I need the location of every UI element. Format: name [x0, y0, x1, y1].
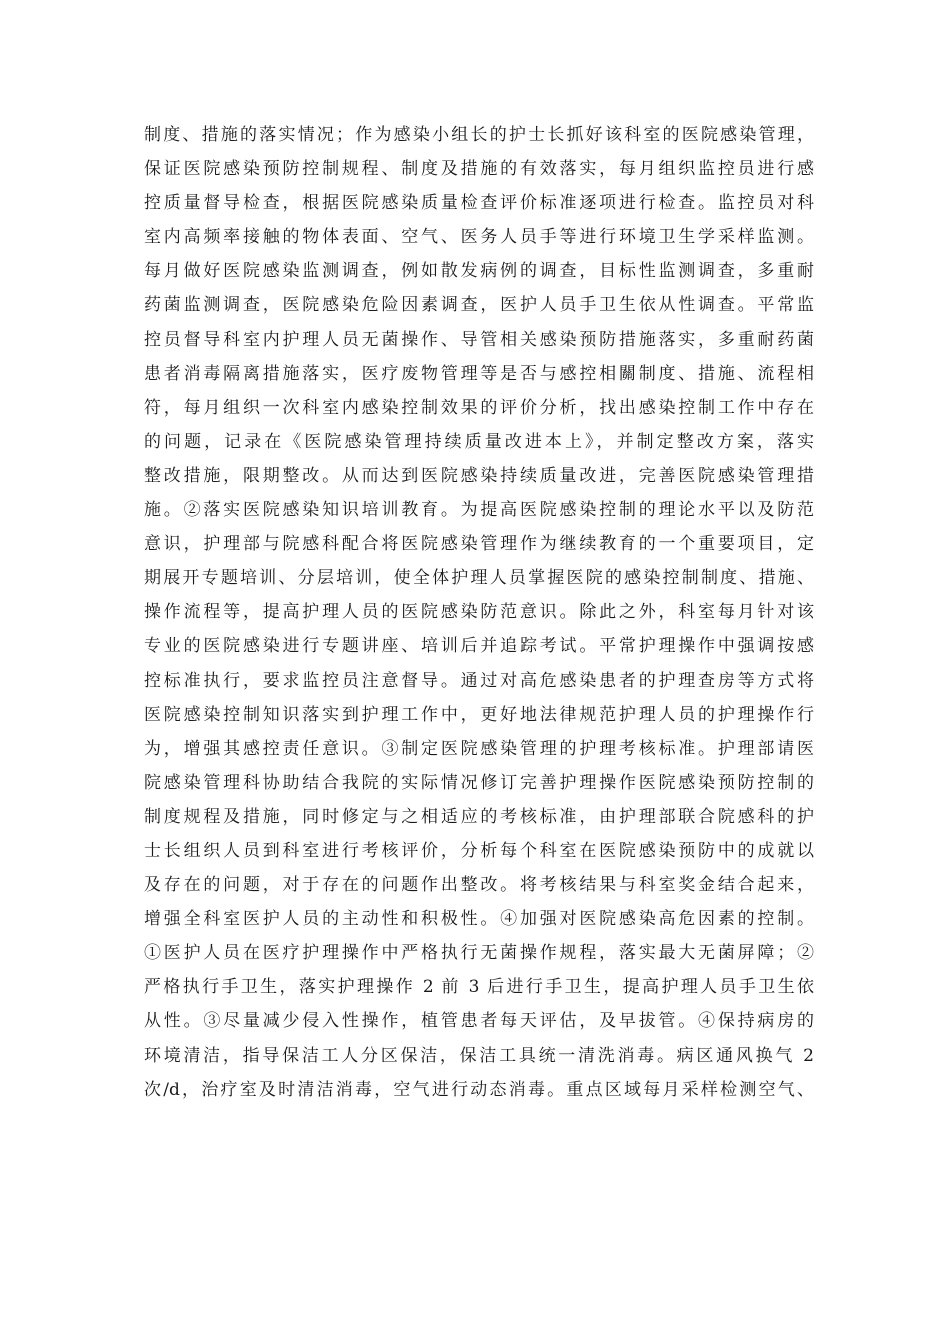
text-line-28: 环境清洁，指导保洁工人分区保洁，保洁工具统一清洗消毒。病区通风换气 2 — [144, 1045, 814, 1066]
text-line-11: 整改措施，限期整改。从而达到医院感染持续质量改进，完善医院感染管理措 — [144, 465, 814, 486]
text-line-25: ①医护人员在医疗护理操作中严格执行无菌操作规程，落实最大无菌屏障；② — [144, 943, 814, 964]
text-line-26: 严格执行手卫生，落实护理操作 2 前 3 后进行手卫生，提高护理人员手卫生依 — [144, 977, 814, 998]
text-line-6: 药菌监测调查，医院感染危险因素调查，医护人员手卫生依从性调查。平常监 — [144, 295, 814, 316]
text-line-20: 院感染管理科协助结合我院的实际情况修订完善护理操作医院感染预防控制的 — [144, 772, 814, 793]
text-line-18: 医院感染控制知识落实到护理工作中，更好地法律规范护理人员的护理操作行 — [144, 704, 814, 725]
text-line-16: 专业的医院感染进行专题讲座、培训后并追踪考试。平常护理操作中强调按感 — [144, 636, 814, 657]
text-line-5: 每月做好医院感染监测调查，例如散发病例的调查，目标性监测调查，多重耐 — [144, 261, 814, 282]
text-line-10: 的问题，记录在《医院感染管理持续质量改进本上》，并制定整改方案，落实 — [144, 431, 814, 452]
text-line-9: 符，每月组织一次科室内感染控制效果的评价分析，找出感染控制工作中存在 — [144, 397, 814, 418]
text-line-3: 控质量督导检查，根据医院感染质量检查评价标准逐项进行检查。监控员对科 — [144, 193, 814, 214]
text-line-2: 保证医院感染预防控制规程、制度及措施的有效落实，每月组织监控员进行感 — [144, 159, 814, 180]
text-line-14: 期展开专题培训、分层培训，使全体护理人员掌握医院的感染控制制度、措施、 — [144, 568, 814, 589]
text-line-15: 操作流程等，提高护理人员的医院感染防范意识。除此之外，科室每月针对该 — [144, 602, 814, 623]
text-line-19: 为，增强其感控责任意识。③制定医院感染管理的护理考核标准。护理部请医 — [144, 738, 814, 759]
text-line-8: 患者消毒隔离措施落实，医疗废物管理等是否与感控相關制度、措施、流程相 — [144, 363, 814, 384]
text-line-23: 及存在的问题，对于存在的问题作出整改。将考核结果与科室奖金结合起来， — [144, 875, 814, 896]
text-line-13: 意识，护理部与院感科配合将医院感染管理作为继续教育的一个重要项目，定 — [144, 534, 814, 555]
text-line-12: 施。②落实医院感染知识培训教育。为提高医院感染控制的理论水平以及防范 — [144, 500, 814, 521]
text-line-29: 次/d，治疗室及时清洁消毒，空气进行动态消毒。重点区域每月采样检测空气、 — [144, 1079, 814, 1100]
text-line-17: 控标准执行，要求监控员注意督导。通过对高危感染患者的护理查房等方式将 — [144, 670, 814, 691]
body-text — [144, 118, 814, 1107]
text-line-27: 从性。③尽量减少侵入性操作，植管患者每天评估，及早拔管。④保持病房的 — [144, 1011, 814, 1032]
text-line-24: 增强全科室医护人员的主动性和积极性。④加强对医院感染高危因素的控制。 — [144, 909, 814, 930]
text-line-21: 制度规程及措施，同时修定与之相适应的考核标准，由护理部联合院感科的护 — [144, 806, 814, 827]
text-line-1: 制度、措施的落实情况；作为感染小组长的护士长抓好该科室的医院感染管理， — [144, 125, 814, 145]
text-line-4: 室内高频率接触的物体表面、空气、医务人员手等进行环境卫生学采样监测。 — [144, 227, 814, 248]
text-line-22: 士长组织人员到科室进行考核评价，分析每个科室在医院感染预防中的成就以 — [144, 840, 814, 861]
text-line-7: 控员督导科室内护理人员无菌操作、导管相关感染预防措施落实，多重耐药菌 — [144, 329, 814, 350]
